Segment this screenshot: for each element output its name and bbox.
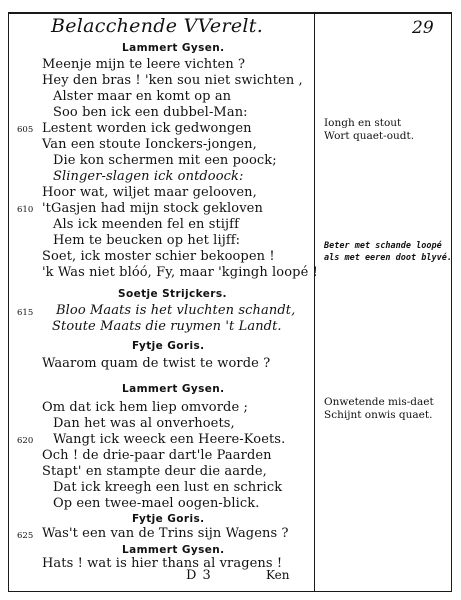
margin-gloss: Iongh en stout [324,117,402,129]
verse-line: Soet, ick moster schier bekoopen ! [42,249,275,264]
verse-line: Was't een van de Trins sijn Wagens ? [42,526,289,541]
verse-line: 'k Was niet blóó, Fy, maar 'kgingh loopé ! [42,265,318,280]
margin-gloss: Onwetende mis-daet [324,396,434,408]
verse-line: Hey den bras ! 'ken sou niet swichten , [42,73,303,88]
margin-divider-rule [314,12,315,592]
line-number: 625 [17,531,34,541]
verse-line: Wangt ick weeck een Heere-Koets. [53,432,286,447]
line-number: 605 [17,125,34,135]
verse-line: Stoute Maats die ruymen 't Landt. [52,319,282,334]
verse-line: Hats ! wat is hier thans al vragens ! [42,556,283,571]
speaker-heading: Lammert Gysen. [122,544,225,556]
verse-line: Dan het was al onverhoets, [53,416,235,431]
verse-line: Bloo Maats is het vluchten schandt, [56,303,296,318]
signature-mark: D 3 [186,568,212,583]
verse-line: Stapt' en stampte deur die aarde, [42,464,267,479]
catchword: Ken [266,568,290,582]
verse-line: Als ick meenden fel en stijff [53,217,240,232]
frame-right-rule [451,12,452,592]
verse-line: Om dat ick hem liep omvorde ; [42,400,248,415]
speaker-heading: Soetje Strijckers. [118,288,227,300]
running-head: Belacchende VVerelt. [50,15,264,37]
verse-line: Waarom quam de twist te worde ? [42,356,271,371]
speaker-heading: Lammert Gysen. [122,383,225,395]
line-number: 620 [17,436,34,446]
margin-gloss: Schijnt onwis quaet. [324,409,433,421]
margin-gloss: Wort quaet-oudt. [324,130,415,142]
speaker-heading: Fytje Goris. [132,513,205,525]
margin-gloss: als met eeren doot blyvé. [324,253,452,263]
speaker-heading: Lammert Gysen. [122,42,225,54]
verse-line: Hoor wat, wiljet maar gelooven, [42,185,257,200]
verse-line: Van een stoute Ionckers-jongen, [42,137,257,152]
verse-line: Lestent worden ick gedwongen [42,121,252,136]
verse-line: Meenje mijn te leere vichten ? [42,57,246,72]
verse-line: Hem te beucken op het lijff: [53,233,241,248]
verse-line: Och ! de drie-paar dart'le Paarden [42,448,272,463]
verse-line: 'tGasjen had mijn stock gekloven [42,201,263,216]
margin-gloss: Beter met schande loopé [324,241,442,251]
speaker-heading: Fytje Goris. [132,340,205,352]
verse-line: Soo ben ick een dubbel-Man: [53,105,248,120]
verse-line: Op een twee-mael oogen-blick. [53,496,260,511]
verse-line: Dat ick kreegh een lust en schrick [53,480,283,495]
page-number: 29 [412,18,434,38]
verse-line: Die kon schermen mit een poock; [53,153,277,168]
line-number: 610 [17,205,34,215]
line-number: 615 [17,308,34,318]
verse-line: Slinger-slagen ick ontdoock: [53,169,244,184]
verse-line: Alster maar en komt op an [53,89,232,104]
